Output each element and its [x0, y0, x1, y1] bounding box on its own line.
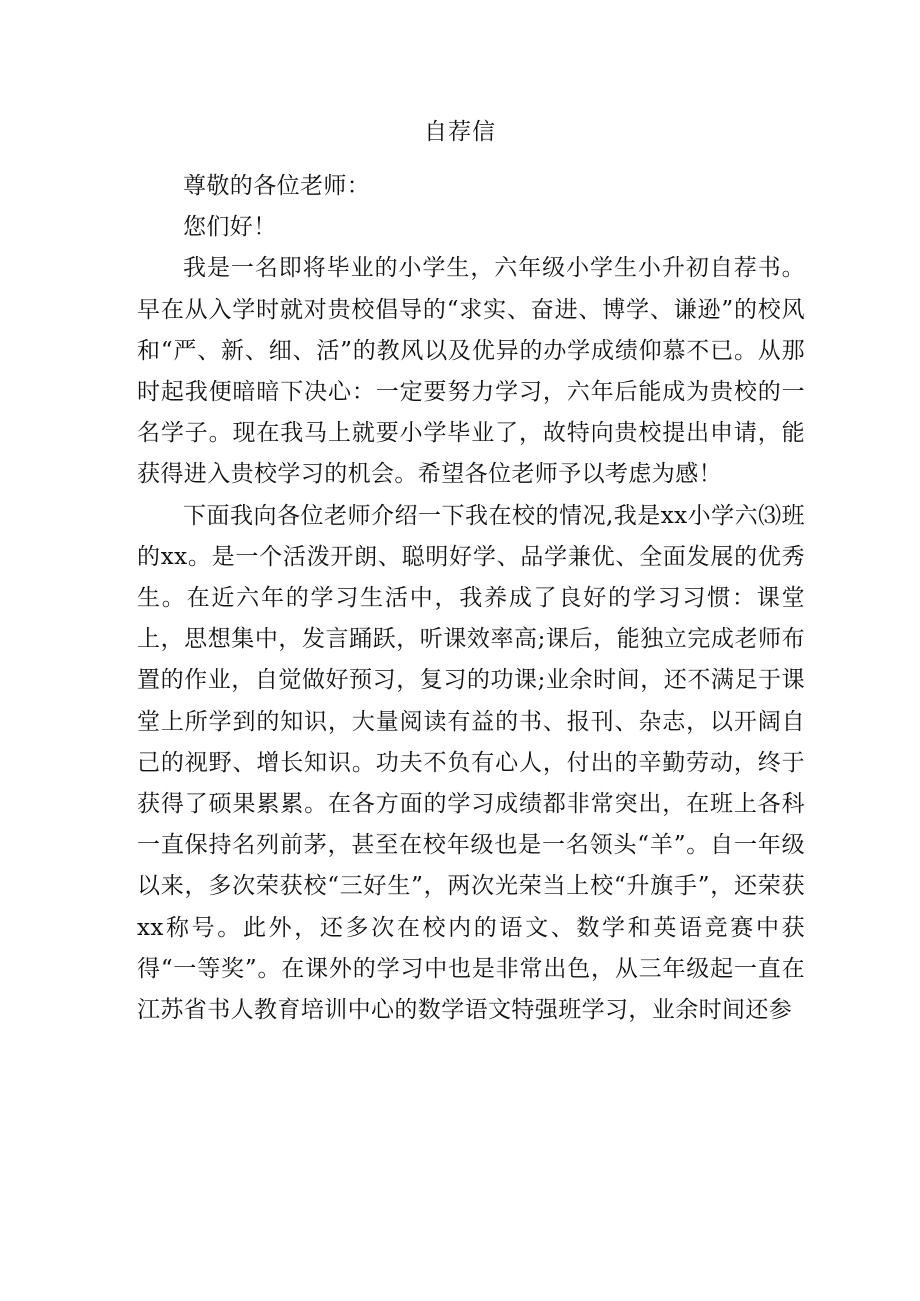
document-body	[137, 166, 805, 1031]
paragraph-self-introduction: 下面我向各位老师介绍一下我在校的情况,我是xx小学六⑶班的xx。是一个活泼开朗、聪明好学、品学兼优、全面发展的优秀生。在近六年的学习生活中，我养成了良好的学习习惯：课堂上，思想集中，发言踊跃，听课效率高;课后，能独立完成老师布置的作业，自觉做好预习，复习的功课;业余时间，还不满足于课堂上所学到的知识，大量阅读有益的书、报刊、杂志，以开阔自己的视野、增长知识。功夫不负有心人，付出的辛勤劳动，终于获得了硕果累累。在各方面的学习成绩都非常突出，在班上各科一直保持名列前茅，甚至在校年级也是一名领头“羊”。自一年级以来，多次荣获校“三好生”，两次光荣当上校“升旗手”，还荣获xx称号。此外，还多次在校内的语文、数学和英语竞赛中获得“一等奖”。在课外的学习中也是非常出色，从三年级起一直在江苏省书人教育培训中心的数学语文特强班学习，业余时间还参	[137, 502, 805, 1024]
greeting: 您们好！	[183, 214, 277, 241]
document-title: 自荐信	[424, 119, 496, 145]
paragraph-intro: 我是一名即将毕业的小学生，六年级小学生小升初自荐书。早在从入学时就对贵校倡导的“求实、奋进、博学、谦逊”的校风和“严、新、细、活”的教风以及优异的办学成绩仰慕不已。从那时起我便暗暗下决心：一定要努力学习，六年后能成为贵校的一名学子。现在我马上就要小学毕业了，故特向贵校提出申请，能获得进入贵校学习的机会。希望各位老师予以考虑为感！	[137, 255, 805, 488]
salutation: 尊敬的各位老师：	[183, 173, 371, 199]
